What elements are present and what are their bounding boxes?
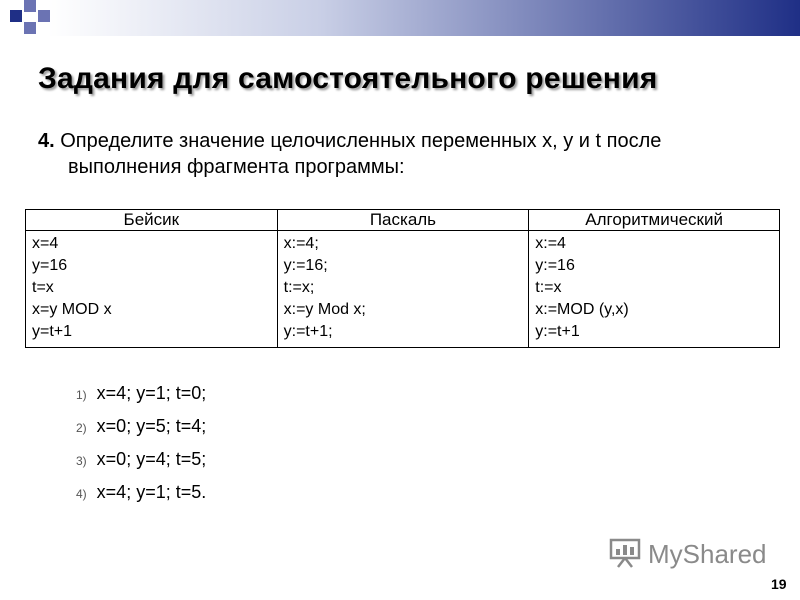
answer-text: x=4; y=1; t=0; [96, 383, 207, 403]
answer-option [76, 413, 206, 446]
code-line: y=16 [32, 257, 68, 274]
answer-index: 3) [76, 454, 87, 468]
algorithmic-code-cell [529, 231, 780, 348]
answer-option [76, 479, 206, 512]
header-algorithmic: Алгоритмический [529, 210, 780, 231]
pascal-code-cell [277, 231, 529, 348]
answer-text: x=4; y=1; t=5. [96, 482, 207, 502]
slide-title: Задания для самостоятельного решения [38, 62, 658, 95]
code-line: y:=16 [535, 257, 575, 274]
program-table [25, 209, 780, 348]
decor-square [38, 10, 50, 22]
header-gradient-bar [0, 0, 800, 36]
answer-index: 4) [76, 487, 87, 501]
code-line: y:=16; [283, 257, 328, 274]
code-line: t:=x; [283, 279, 315, 296]
watermark-text: MyShared [648, 538, 767, 569]
page-number: 19 [771, 576, 787, 592]
code-line: x:=4 [535, 235, 566, 252]
code-line: y:=t+1; [283, 323, 333, 340]
decor-square [24, 22, 36, 34]
code-line: t=x [32, 279, 54, 296]
header-pascal: Паскаль [277, 210, 529, 231]
answer-option [76, 446, 206, 479]
answer-text: x=0; y=5; t=4; [96, 416, 207, 436]
answer-index: 2) [76, 421, 87, 435]
question-text [38, 128, 758, 180]
decor-square [10, 10, 22, 22]
presentation-board-icon [608, 535, 642, 574]
header-basic: Бейсик [26, 210, 278, 231]
answer-index: 1) [76, 388, 87, 402]
question-line-1: Определите значение целочисленных переменных x, y и t после [60, 130, 662, 152]
answer-options [76, 380, 206, 512]
code-line: x:=MOD (y,x) [535, 301, 629, 318]
question-line-2: выполнения фрагмента программы: [68, 156, 405, 178]
code-line: x:=4; [283, 235, 319, 252]
answer-option [76, 380, 206, 413]
answer-text: x=0; y=4; t=5; [96, 449, 207, 469]
code-line: x:=y Mod x; [283, 301, 366, 318]
table-row [26, 231, 780, 348]
question-number: 4. [38, 130, 55, 152]
code-line: t:=x [535, 279, 562, 296]
code-line: x=y MOD x [32, 301, 112, 318]
watermark [608, 536, 767, 572]
table-header-row [26, 210, 780, 231]
basic-code-cell [26, 231, 278, 348]
decor-square [24, 0, 36, 12]
code-line: x=4 [32, 235, 59, 252]
code-line: y=t+1 [32, 323, 73, 340]
code-line: y:=t+1 [535, 323, 580, 340]
